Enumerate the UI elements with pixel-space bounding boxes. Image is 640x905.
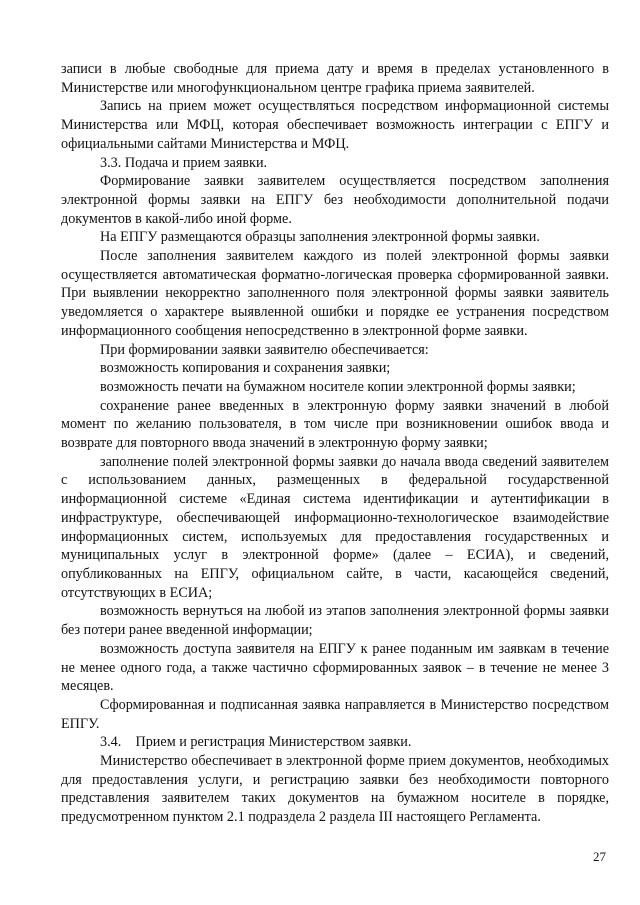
paragraph: Запись на прием может осуществляться посредством информационной системы Министерства или МФЦ, которая обеспечивает возможность интеграции с ЕПГУ и официальными сайтами Министерства и МФЦ.: [61, 98, 609, 152]
section-heading-3-4: 3.4. Прием и регистрация Министерством заявки.: [100, 734, 412, 751]
paragraph: После заполнения заявителем каждого из полей электронной формы заявки осуществляется автоматическая форматно-логическая проверка сформированной заявки. При выявлении некорректно заполненного поля электронной формы заявки заявитель уведомляется о характере выявленной ошибки и порядке ее устранения посредством информационного сообщения непосредственно в электронной форме заявки.: [61, 248, 609, 339]
page-number: 27: [593, 849, 606, 864]
list-item: заполнение полей электронной формы заявки до начала ввода сведений заявителем с использованием данных, размещенных в федеральной государственной информационной системе «Единая система идентификации и аутентификации в инфраструктуре, обеспечивающей информационно-технологическое взаимодействие информационных систем, используемых для предоставления государственных и муниципальных услуг в электронной форме» (далее – ЕСИА), и сведений, опубликованных на ЕПГУ, официальном сайте, в части, касающейся сведений, отсутствующих в ЕСИА;: [61, 453, 609, 601]
list-item: возможность печати на бумажном носителе копии электронной формы заявки;: [100, 378, 576, 395]
paragraph: Министерство обеспечивает в электронной форме прием документов, необходимых для предоставления услуги, и регистрацию заявки без необходимости повторного представления заявителем таких документов на бумажном носителе в порядке, предусмотренном пунктом 2.1 подраздела 2 раздела III настоящего Регламента.: [61, 753, 609, 826]
section-heading-3-3: 3.3. Подача и прием заявки.: [100, 154, 268, 171]
paragraph: записи в любые свободные для приема дату и время в пределах установленного в Министерстве или многофункциональном центре графика приема заявителей.: [61, 61, 609, 96]
list-item: возможность вернуться на любой из этапов заполнения электронной формы заявки без потери ранее введенной информации;: [61, 603, 609, 639]
paragraph: На ЕПГУ размещаются образцы заполнения электронной формы заявки.: [100, 229, 540, 246]
list-item: сохранение ранее введенных в электронную форму заявки значений в любой момент по желанию пользователя, в том числе при возникновении ошибок ввода и возврате для повторного ввода значений в электронную форму заявки;: [61, 397, 609, 452]
list-item: возможность доступа заявителя на ЕПГУ к ранее поданным им заявкам в течение не менее одного года, а также частично сформированных заявок – в течение не менее 3 месяцев.: [61, 640, 609, 695]
paragraph: Сформированная и подписанная заявка направляется в Министерство посредством ЕПГУ.: [61, 696, 609, 732]
paragraph: При формировании заявки заявителю обеспечивается:: [100, 341, 429, 358]
paragraph: Формирование заявки заявителем осуществляется посредством заполнения электронной формы заявки на ЕПГУ без необходимости дополнительной подачи документов в какой-либо иной форме.: [61, 173, 609, 227]
list-item: возможность копирования и сохранения заявки;: [100, 360, 391, 377]
document-body: [61, 60, 609, 827]
